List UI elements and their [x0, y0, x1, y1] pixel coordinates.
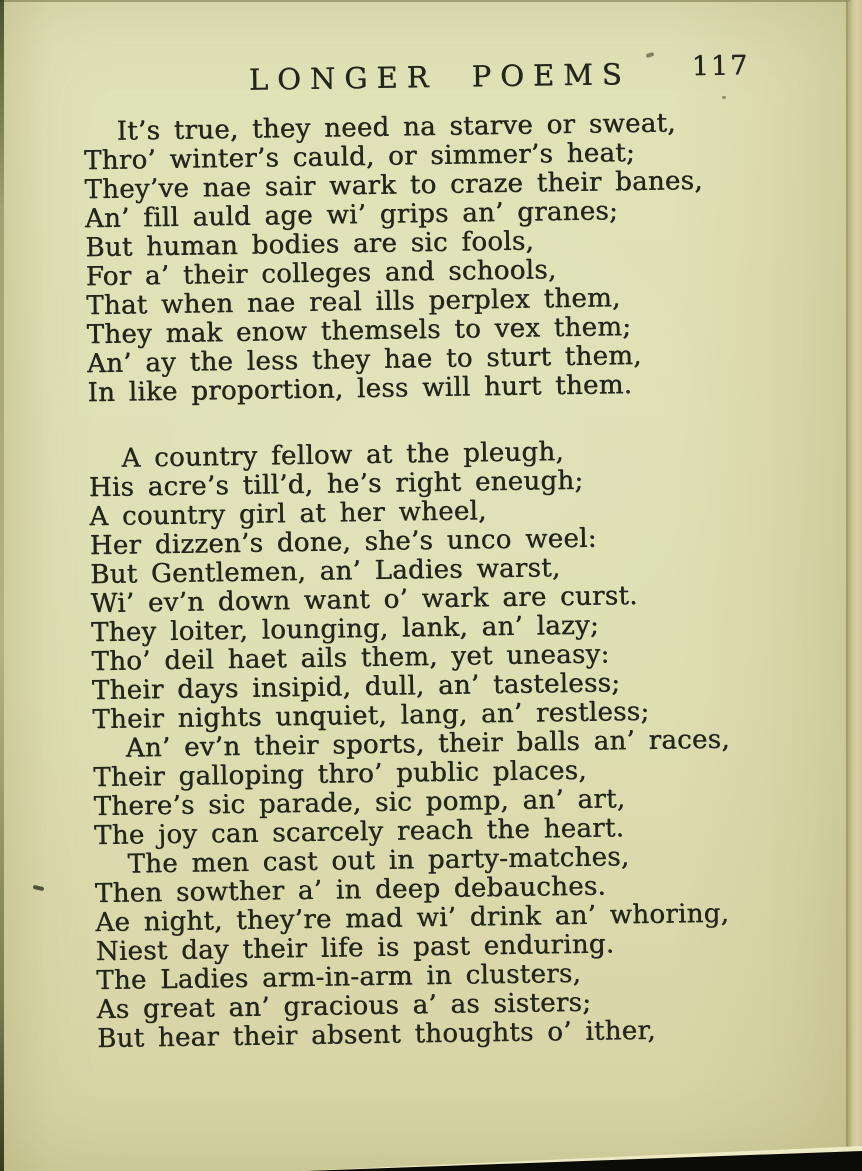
poem-line: An’ fill auld age wi’ grips an’ granes;	[84, 196, 619, 235]
poem-line: The Ladies arm-in-arm in clusters,	[95, 958, 582, 996]
poem-line: Her dizzen’s done, she’s unco weel:	[89, 523, 597, 562]
poem-line: They loiter, lounging, lank, an’ lazy;	[90, 610, 600, 649]
poem	[83, 107, 817, 1054]
poem-line: But Gentlemen, an’ Ladies warst,	[89, 553, 561, 591]
poem-line: For a’ their colleges and schools,	[85, 255, 557, 293]
poem-line: As great an’ gracious a’ as sisters;	[96, 987, 592, 1025]
page-number: 117	[691, 50, 750, 83]
poem-line: Their galloping thro’ public places,	[92, 755, 588, 794]
poem-line: Tho’ deil haet ails them, yet uneasy:	[91, 639, 610, 678]
poem-line: Their days insipid, dull, an’ tasteless;	[91, 668, 621, 707]
poem-line: His acre’s till’d, he’s right eneugh;	[88, 465, 584, 504]
page-left-edge	[0, 0, 4, 1171]
poem-line: An’ ev’n their sports, their balls an’ races,	[125, 724, 731, 764]
stanza	[88, 434, 817, 1054]
poem-line: Their nights unquiet, lang, an’ restless;	[92, 696, 650, 736]
poem-line: But hear their absent thoughts o’ ither,	[96, 1015, 656, 1054]
poem-line: Thro’ winter’s cauld, or simmer’s heat;	[83, 137, 636, 177]
poem-line: That when nae real ills perplex them,	[85, 283, 621, 322]
scan-top-edge	[0, 0, 862, 2]
poem-line: A country girl at her wheel,	[89, 496, 487, 533]
poem-line: An’ ay the less they hae to sturt them,	[86, 340, 642, 380]
poem-line: Wi’ ev’n down want o’ wark are curst.	[90, 580, 638, 620]
poem-line: The men cast out in party-matches,	[127, 842, 630, 880]
poem-line: Then sowther a’ in deep debauches.	[94, 871, 607, 910]
poem-line: They mak enow themsels to vex them;	[86, 311, 632, 351]
poem-line: Niest day their life is past enduring.	[95, 929, 615, 967]
poem-line: It’s true, they need na starve or sweat,	[116, 108, 676, 147]
page-edge-crease	[846, 0, 848, 1171]
running-title: LONGER POEMS	[248, 56, 631, 97]
poem-line: There’s sic parade, sic pomp, an’ art,	[93, 784, 626, 823]
poem-line: In like proportion, less will hurt them.	[87, 369, 633, 409]
poem-line: Ae night, they’re mad wi’ drink an’ whoring,	[95, 898, 730, 939]
poem-line: But human bodies are sic fools,	[85, 226, 535, 264]
ink-speck	[722, 96, 726, 99]
poem-line: A country fellow at the pleugh,	[121, 437, 565, 474]
stanza	[83, 107, 807, 408]
poem-line: The joy can scarcely reach the heart.	[93, 813, 625, 852]
poem-line: They’ve nae sair wark to craze their banes,	[84, 165, 703, 206]
